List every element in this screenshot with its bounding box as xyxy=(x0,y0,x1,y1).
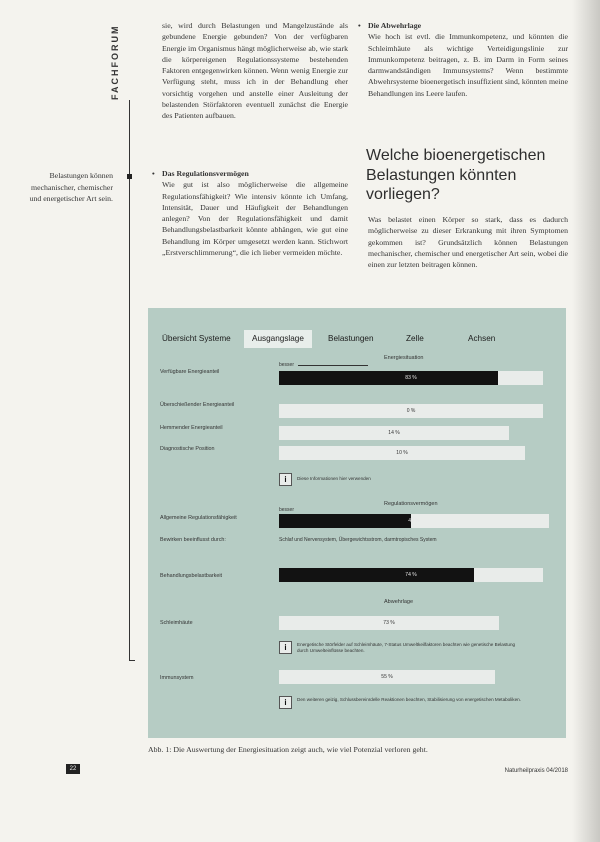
column1-paragraph: sie, wird durch Belastungen und Mangelzustände als gebundene Energie gebunden? Von der verfügbaren Energie im Organismus hängt möglicherweise ab, wie stark die körpereigenen Regulationssysteme bestehenden Faktoren entgegenwirken können. Wenn wenig Energie zur Verfügung steht, muss ich in der Behandlung eher vorsichtig vorgehen und anstelle einer Ausleitung der belastenden Störfaktoren eventuell zunächst die Energie des Patienten aufbauen. xyxy=(162,21,348,121)
item-title: • Die Abwehrlage xyxy=(358,21,422,30)
info-icon[interactable]: i xyxy=(279,696,292,709)
immune-info-text-2: Den weiteren geizig, Schlussbereinrdelle Reaktionen beachten, Stabilisierung von energetischen Metaboliken. xyxy=(297,697,521,702)
item-text: Wie hoch ist evtl. die Immunkompetenz, und könnten die Schleimhäute als wichtige Verteidigungslinie zur Immunkompetenz beitragen, z. B. im Darm in Form seines darmwandständigen Immunsystems? Wenn bestimmte Abwehrsysteme bioenergetisch insuffizient sind, könnten meine Behandlungen ins Leere laufen. xyxy=(368,32,568,98)
column2-item xyxy=(358,20,568,99)
energy-pct-0: 83 % xyxy=(405,375,417,381)
regulation-title: Regulationsvermögen xyxy=(384,501,438,507)
energy-pct-2: 14 % xyxy=(388,430,400,436)
energy-bar-0 xyxy=(279,371,543,385)
figure-caption: Abb. 1: Die Auswertung der Energiesituation zeigt auch, wie viel Potenzial verloren geht. xyxy=(148,745,428,754)
regulation-pct-0: 49 % xyxy=(408,518,420,524)
mucosa-bar xyxy=(279,616,499,630)
item-text: Wie gut ist also möglicherweise die allgemeine Regulationsfähigkeit? Wie intensiv könnte ich Umfang, Intensität, Dauer und Häufigkeit der Behandlungen anlegen? Von der Regulationsfähigkeit und damit Behandlungsbelastbarkeit könnte abhängen, wie gut eine Behandlung im Körper umgesetzt werden kann. Stichwort „Erstverschlimmerung“, die ich lieber vermeiden möchte. xyxy=(162,180,348,258)
regulation-bar-0 xyxy=(279,514,549,528)
energy-bar-3 xyxy=(279,446,525,460)
column1-item xyxy=(152,168,348,258)
immune-info-text-1: Energetische Störfelder auf Schleimhäute, 7-Status Umweltkeilfaktoren beachten wie genetische Belastung durch Umwelteinflüsse beachten. xyxy=(297,642,516,653)
energy-legend: besser xyxy=(279,362,295,368)
energy-pct-1: 0 % xyxy=(406,408,416,414)
info-icon[interactable]: i xyxy=(279,473,292,486)
column-rule xyxy=(129,100,130,660)
regulation-legend: besser xyxy=(279,507,295,513)
tab-cell[interactable]: Zelle xyxy=(406,334,424,343)
column2-paragraph: Was belastet einen Körper so stark, dass es dadurch möglicherweise zu dieser Erkrankung mit ihren Symptomen gekommen ist? Grundsätzlich können Belastungen mechanischer, chemischer und energetischer Art sein, wobei die einen zur letzten beitragen können. xyxy=(368,215,568,270)
load-pct: 74 % xyxy=(405,572,417,578)
tab-baseline[interactable]: Ausgangslage xyxy=(244,330,312,348)
immune-system-label: Immunsystem xyxy=(160,675,194,681)
mucosa-pct: 73 % xyxy=(383,620,395,626)
info-icon[interactable]: i xyxy=(279,641,292,654)
figure-tabs xyxy=(148,330,566,348)
immune-title: Abwehrlage xyxy=(384,599,414,605)
section-rubric: FACHFORUM xyxy=(110,24,120,100)
energy-label-1: Überschießender Energieanteil xyxy=(160,402,235,408)
energy-title: Energiesituation xyxy=(384,355,424,361)
item-title: • Das Regulationsvermögen xyxy=(152,169,249,178)
page-edge-shadow xyxy=(572,0,600,842)
legend-arrow xyxy=(298,365,368,366)
analysis-figure xyxy=(148,308,566,738)
margin-note: Belastungen können mechanischer, chemischer und energetischer Art sein. xyxy=(29,171,113,203)
mucosa-label: Schleimhäute xyxy=(160,620,193,626)
page-number: 22 xyxy=(66,764,80,774)
load-bar xyxy=(279,568,543,582)
column-rule-foot xyxy=(129,660,135,661)
caused-label: Bewirken beeinflusst durch: xyxy=(160,537,226,543)
load-label: Behandlungsbelastbarkeit xyxy=(160,573,223,579)
immune-system-bar xyxy=(279,670,495,684)
tab-axes[interactable]: Achsen xyxy=(468,334,496,343)
energy-label-0: Verfügbare Energieanteil xyxy=(160,369,220,375)
section-heading: Welche bioenergetischen Belastungen könnten vorliegen? xyxy=(366,147,546,203)
energy-info-text: Diese Informationen hier verwenden xyxy=(297,476,371,481)
tab-loads[interactable]: Belastungen xyxy=(328,334,374,343)
bullet-icon: • xyxy=(152,169,155,178)
energy-bar-1 xyxy=(279,404,543,418)
bullet-icon: • xyxy=(358,21,361,30)
energy-pct-3: 10 % xyxy=(396,450,408,456)
energy-label-2: Hemmender Energieanteil xyxy=(160,425,223,431)
energy-bar-2 xyxy=(279,426,509,440)
caused-text: Schlaf und Nervensystem, Übergewichtsstrom, darmtropisches System xyxy=(279,537,437,543)
immune-system-pct: 55 % xyxy=(381,674,393,680)
tab-overview[interactable]: Übersicht Systeme xyxy=(162,334,231,343)
regulation-label-0: Allgemeine Regulationsfähigkeit xyxy=(160,515,237,521)
energy-label-3: Diagnostische Position xyxy=(160,446,215,452)
margin-bullet xyxy=(127,174,132,179)
journal-footer: Naturheilpraxis 04/2018 xyxy=(504,768,568,774)
